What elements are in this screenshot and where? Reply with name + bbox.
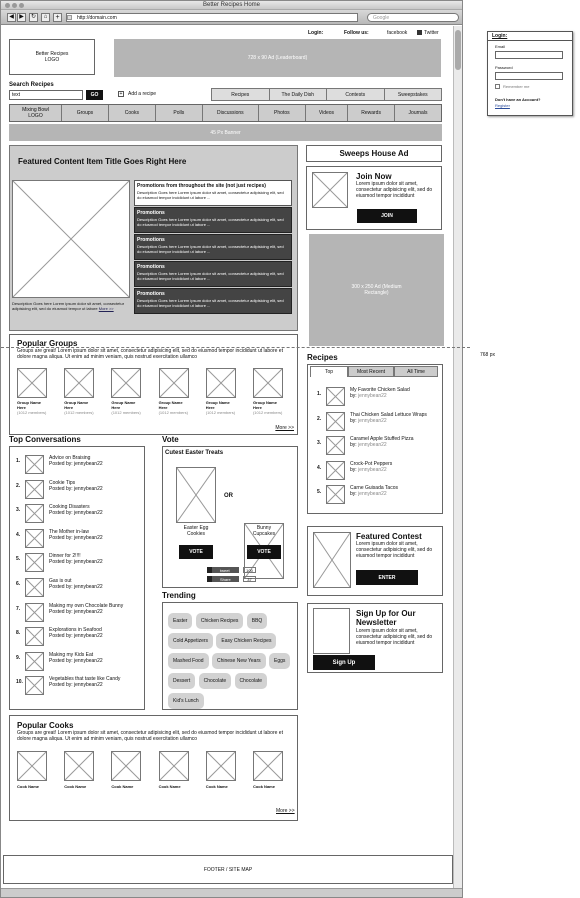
go-button[interactable]: GO: [86, 90, 103, 100]
login-popup: [487, 31, 573, 116]
popular-cooks-description: Groups are great! Lorem ipsum dolor sit amet, consectetur adipisicing elit, sed do eiusmod tempor incididunt ut labore et dolore magna aliqua. Ut enim ad minim veniam, quis nostrud exercitation ullamco: [17, 730, 283, 742]
conversation-item[interactable]: 9. Making my Kids Eat Posted by: jennybean22: [16, 652, 144, 677]
join-button[interactable]: JOIN: [357, 209, 417, 223]
conversation-thumbnail: [25, 603, 44, 622]
cook-item[interactable]: Cook Name: [111, 751, 151, 789]
group-item[interactable]: Group Name Here (1012 members): [159, 368, 199, 415]
url-field[interactable]: http://domain.com: [66, 13, 358, 22]
recipes-tabs: [310, 366, 440, 377]
group-image: [111, 368, 141, 398]
promo-item[interactable]: Promotions Description Goes here Lorem ipsum dolor sit amet, consectetur adipisicing elit, sed do eiusmod tempor incididunt ut labore ...: [134, 234, 292, 260]
featured-image[interactable]: [12, 180, 130, 298]
status-bar: [1, 888, 462, 897]
trending-tag[interactable]: Dessert: [168, 673, 195, 689]
recipe-thumbnail: [326, 436, 345, 455]
add-bookmark-icon[interactable]: +: [53, 13, 62, 22]
no-account-text: Don't have an Account?: [495, 97, 541, 102]
group-item[interactable]: Group Name Here (1012 members): [253, 368, 293, 415]
newsletter-box: [307, 603, 443, 673]
search-input[interactable]: text: [9, 90, 83, 100]
vote-option-b-label: Bunny Cupcakes: [252, 525, 276, 537]
group-image: [64, 368, 94, 398]
group-item[interactable]: Group Name Here (1012 members): [17, 368, 57, 415]
subnav-contests[interactable]: Contests: [327, 89, 385, 100]
tab-all-time[interactable]: All Time: [394, 366, 438, 377]
trending-tag[interactable]: Eggs: [269, 653, 290, 669]
sub-nav: [211, 88, 442, 101]
vote-option-a-label: Easter Egg Cookies: [183, 525, 209, 537]
popular-cooks-section: [9, 715, 298, 821]
cook-item[interactable]: Cook Name: [64, 751, 104, 789]
fold-marker: 768 px: [480, 352, 496, 358]
sign-up-button[interactable]: Sign Up: [313, 655, 375, 670]
facebook-link[interactable]: facebook: [387, 30, 408, 36]
promo-item[interactable]: Promotions Description Goes here Lorem ipsum dolor sit amet, consectetur adipisicing elit, sed do eiusmod tempor incididunt ut labore ...: [134, 288, 292, 314]
cook-image: [159, 751, 189, 781]
login-divider: [488, 40, 572, 41]
featured-more-link[interactable]: More >>: [98, 306, 114, 311]
newsletter-title: Sign Up for Our Newsletter: [356, 609, 416, 627]
promo-list: [134, 180, 292, 314]
trending-tag[interactable]: Chocolate: [235, 673, 268, 689]
vote-a-button[interactable]: VOTE: [179, 545, 213, 559]
promo-item-main[interactable]: Promotions from throughout the site (not just recipes) Description Goes here Lorem ipsum dolor sit amet, consectetur adipisicing elit, sed do eiusmod tempor incididunt ut labore ...: [134, 180, 292, 206]
cook-item[interactable]: Cook Name: [17, 751, 57, 789]
group-image: [206, 368, 236, 398]
group-item[interactable]: Group Name Here (1012 members): [64, 368, 104, 415]
top-links: [300, 30, 450, 38]
vote-or: OR: [224, 493, 233, 499]
newsletter-text: Lorem ipsum dolor sit amet, consectetur adipisicing elit, sed do eiusmod tempor incididunt: [356, 628, 433, 646]
cook-list: [17, 751, 293, 789]
nav-videos[interactable]: Videos: [306, 105, 348, 121]
trending-box: [162, 602, 298, 710]
trending-tag[interactable]: Cold Appetizers: [168, 633, 213, 649]
vote-b-button[interactable]: VOTE: [247, 545, 281, 559]
conversation-item[interactable]: 3. Cooking Disasters Posted by: jennybean22: [16, 504, 144, 529]
contest-text: Lorem ipsum dolor sit amet, consectetur adipisicing elit, sed do eiusmod tempor incididunt: [356, 541, 433, 559]
sweeps-house-ad[interactable]: Sweeps House Ad: [306, 145, 442, 162]
banner-ad[interactable]: 45 Px Banner: [9, 124, 442, 141]
recipe-item[interactable]: 4. Crock-Pot Peppers by: jennybean22: [317, 461, 441, 486]
password-label: Password: [495, 65, 513, 70]
join-text: Lorem ipsum dolor sit amet, consectetur adipisicing elit, sed do eiusmod tempor incididunt: [356, 181, 433, 199]
email-label: Email: [495, 44, 506, 49]
conversation-thumbnail: [25, 455, 44, 474]
fold-line: [1, 347, 470, 348]
cook-image: [253, 751, 283, 781]
leaderboard-ad[interactable]: 728 x 90 Ad (Leaderboard): [114, 39, 441, 77]
join-box: [306, 166, 442, 230]
add-recipe-icon[interactable]: +: [119, 91, 123, 97]
tab-top[interactable]: Top: [310, 366, 348, 377]
conversation-thumbnail: [25, 652, 44, 671]
trending-tag[interactable]: BBQ: [247, 613, 268, 629]
featured-title[interactable]: Featured Content Item Title Goes Right Here: [18, 157, 187, 166]
nav-mixing-bowl-logo[interactable]: Mixing Bowl LOGO: [10, 105, 62, 121]
cook-image: [64, 751, 94, 781]
recipes-box: [307, 364, 443, 514]
window-title: Better Recipes Home: [202, 2, 261, 8]
recipe-item[interactable]: 1. My Favorite Chicken Salad by: jennybean22: [317, 387, 441, 412]
nav-discussions[interactable]: Discussions: [203, 105, 259, 121]
home-icon[interactable]: ⌂: [41, 13, 50, 22]
trending-tag[interactable]: Kid's Lunch: [168, 693, 204, 709]
twitter-icon: [207, 567, 212, 573]
facebook-icon: [207, 576, 212, 582]
back-icon[interactable]: ◀: [7, 13, 16, 22]
trending-tag[interactable]: Easy Chicken Recipes: [216, 633, 276, 649]
nav-journals[interactable]: Journals: [408, 110, 428, 116]
conversation-item[interactable]: 10. Vegetables that taste like Candy Posted by: jennybean22: [16, 676, 144, 701]
conversation-item[interactable]: 5. Dinner for 2!!!! Posted by: jennybean22: [16, 553, 144, 578]
popular-groups-title: Popular Groups: [17, 339, 78, 348]
subnav-recipes[interactable]: Recipes: [212, 89, 270, 100]
popular-groups-section: [9, 334, 298, 435]
email-field[interactable]: [495, 51, 563, 59]
vote-title: Vote: [162, 435, 179, 444]
group-image: [253, 368, 283, 398]
group-item[interactable]: Group Name Here (1012 members): [206, 368, 246, 415]
cook-item[interactable]: Cook Name: [159, 751, 199, 789]
follow-label: Follow us:: [344, 30, 369, 36]
recipe-thumbnail: [326, 412, 345, 431]
share-count: 37: [243, 576, 256, 582]
conversation-item[interactable]: 6. Gas is out Posted by: jennybean22: [16, 578, 144, 603]
recipe-item[interactable]: 3. Caramel Apple Stuffed Pizza by: jennybean22: [317, 436, 441, 461]
group-image: [17, 368, 47, 398]
remember-checkbox[interactable]: [495, 84, 500, 89]
remember-label: Remember me: [503, 84, 530, 89]
add-recipe-link[interactable]: Add a recipe: [128, 91, 157, 97]
tweet-count: 100: [243, 567, 256, 573]
subnav-sweepstakes[interactable]: Sweepstakes: [397, 91, 428, 98]
cook-item[interactable]: Cook Name: [253, 751, 293, 789]
conversation-thumbnail: [25, 529, 44, 548]
cook-image: [17, 751, 47, 781]
trending-tag[interactable]: Easter: [168, 613, 192, 629]
trending-tag[interactable]: Chinese New Years: [212, 653, 266, 669]
search-label: Search Recipes: [9, 82, 54, 88]
cook-item[interactable]: Cook Name: [206, 751, 246, 789]
tweet-button[interactable]: tweet: [207, 567, 239, 573]
nav-groups[interactable]: Groups: [62, 105, 109, 121]
top-conversations-list: [9, 446, 145, 710]
vote-question: Cutest Easter Treats: [165, 450, 224, 456]
conversation-item[interactable]: 1. Advice on Braising Posted by: jennybean22: [16, 455, 144, 480]
nav-photos[interactable]: Photos: [259, 105, 306, 121]
toolbar: [1, 10, 462, 25]
twitter-link[interactable]: Twitter: [424, 30, 439, 36]
recipe-list: [317, 387, 441, 510]
conversation-thumbnail: [25, 504, 44, 523]
trending-tag[interactable]: Chocolate: [199, 673, 232, 689]
trending-tag[interactable]: Chicken Recipes: [196, 613, 244, 629]
recipe-thumbnail: [326, 387, 345, 406]
contest-image: [313, 532, 351, 588]
trending-tag[interactable]: Mashed Food: [168, 653, 209, 669]
tab-most-recent[interactable]: Most Recent: [348, 366, 394, 377]
conversation-thumbnail: [25, 676, 44, 695]
footer: FOOTER / SITE MAP: [3, 855, 453, 884]
register-link[interactable]: Register: [495, 103, 510, 108]
browser-search-field[interactable]: Google: [367, 13, 459, 22]
login-popup-tab: Login:: [492, 33, 508, 39]
top-conversations-title: Top Conversations: [9, 435, 81, 444]
site-logo[interactable]: Better Recipes LOGO: [9, 39, 95, 75]
subnav-daily-dish[interactable]: The Daily Dish: [270, 89, 328, 100]
password-field[interactable]: [495, 72, 563, 80]
title-bar: [1, 1, 462, 10]
popular-cooks-title: Popular Cooks: [17, 721, 74, 730]
twitter-icon[interactable]: [417, 30, 422, 35]
recipe-thumbnail: [326, 485, 345, 504]
newsletter-image: [313, 608, 350, 654]
cooks-more-link[interactable]: More >>: [276, 808, 295, 814]
conversation-item[interactable]: 4. The Mother in-law Posted by: jennybean22: [16, 529, 144, 554]
conversation-item[interactable]: 2. Cookie Tips Posted by: jennybean22: [16, 480, 144, 505]
share-button[interactable]: Share: [207, 576, 239, 582]
recipes-title: Recipes: [307, 353, 338, 362]
promo-item[interactable]: Promotions Description Goes here Lorem ipsum dolor sit amet, consectetur adipisicing elit, sed do eiusmod tempor incididunt ut labore ...: [134, 261, 292, 287]
featured-section: [9, 145, 298, 331]
login-link[interactable]: Login:: [308, 30, 324, 36]
reload-icon[interactable]: ↻: [30, 14, 37, 20]
recipe-thumbnail: [326, 461, 345, 480]
nav-rewards[interactable]: Rewards: [348, 105, 395, 121]
contest-title: Featured Contest: [356, 532, 422, 541]
conversation-thumbnail: [25, 578, 44, 597]
conversation-thumbnail: [25, 627, 44, 646]
page-icon: [67, 15, 72, 20]
vote-option-a-image[interactable]: [176, 467, 216, 523]
recipe-item[interactable]: 2. Thai Chicken Salad Lettuce Wraps by: jennybean22: [317, 412, 441, 437]
nav-cooks[interactable]: Cooks: [109, 105, 156, 121]
vote-box: [162, 446, 298, 588]
group-item[interactable]: Group Name Here (1012 members): [111, 368, 151, 415]
groups-more-link[interactable]: More >>: [275, 425, 294, 431]
scrollbar[interactable]: [453, 26, 462, 888]
recipe-item[interactable]: 5. Carne Guisada Tacos by: jennybean22: [317, 485, 441, 510]
promo-item[interactable]: Promotions Description Goes here Lorem ipsum dolor sit amet, consectetur adipisicing elit, sed do eiusmod tempor incididunt ut labore ...: [134, 207, 292, 233]
forward-icon[interactable]: ▶: [17, 13, 26, 22]
join-title: Join Now: [356, 172, 392, 181]
group-image: [159, 368, 189, 398]
group-list: [17, 368, 293, 415]
scrollbar-thumb[interactable]: [455, 30, 461, 70]
cook-image: [206, 751, 236, 781]
enter-button[interactable]: ENTER: [356, 570, 418, 585]
conversation-item[interactable]: 7. Making my own Chocolate Bunny Posted by: jennybean22: [16, 603, 144, 628]
conversation-thumbnail: [25, 480, 44, 499]
medium-rectangle-ad[interactable]: 300 x 250 Ad (Medium Rectangle): [309, 234, 444, 346]
popular-groups-description: Groups are great! Lorem ipsum dolor sit amet, consectetur adipisicing elit, sed do eiusmod tempor incididunt ut labore et dolore magna aliqua. Ut enim ad minim veniam, quis nostrud exercitation ullamco: [17, 348, 283, 360]
conversation-item[interactable]: 8. Explorations in Seafood Posted by: jennybean22: [16, 627, 144, 652]
nav-polls[interactable]: Polls: [156, 105, 203, 121]
main-nav: [9, 104, 442, 122]
join-image: [312, 172, 348, 208]
featured-description: Description Goes here Lorem ipsum dolor sit amet, consectetur adipisicing elit, sed do eiusmod tempor ut labore More >>: [12, 301, 125, 311]
featured-contest-box: [307, 526, 443, 596]
cook-image: [111, 751, 141, 781]
trending-title: Trending: [162, 591, 196, 600]
conversation-thumbnail: [25, 553, 44, 572]
